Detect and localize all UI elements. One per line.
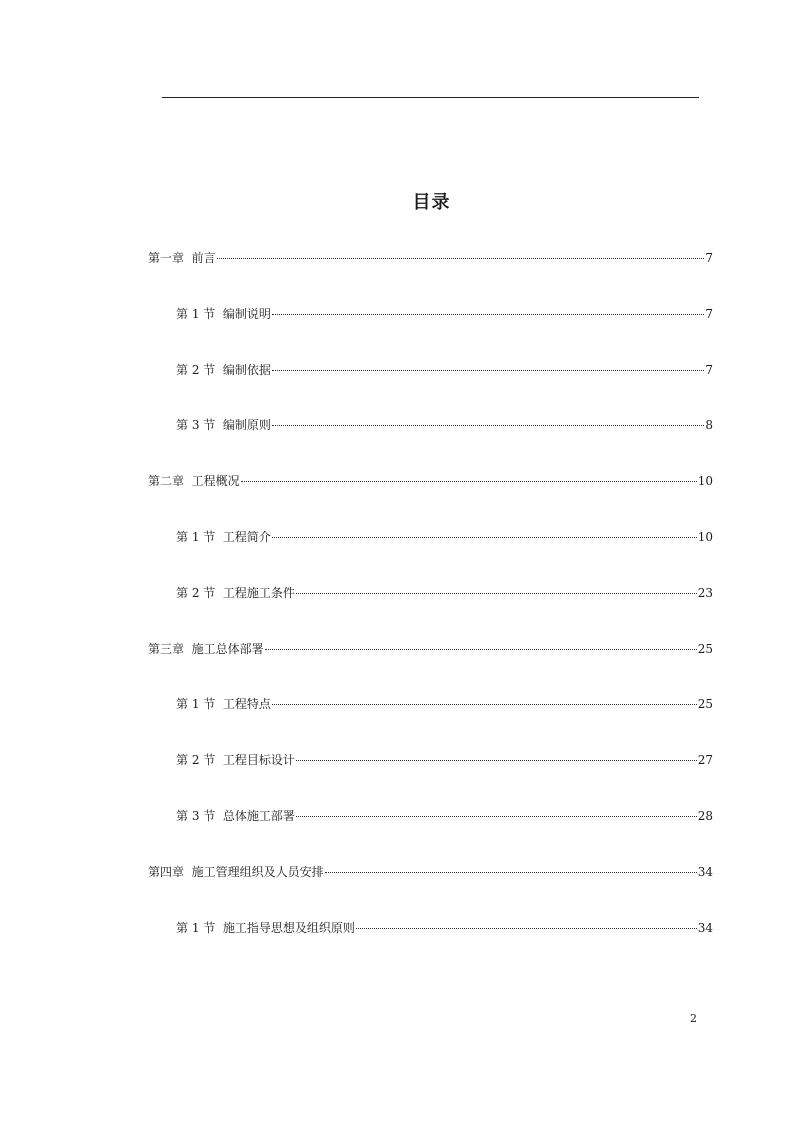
toc-entry-label: 第一章 前言 xyxy=(148,251,216,265)
toc-chapter-entry[interactable] xyxy=(148,473,713,489)
toc-dot-leader xyxy=(272,421,704,426)
toc-dot-leader xyxy=(272,366,704,371)
toc-entry-page: 25 xyxy=(697,641,713,656)
toc-section-entry[interactable] xyxy=(176,585,713,601)
toc-entry-label: 第 1 节 编制说明 xyxy=(176,306,271,321)
toc-section-entry[interactable] xyxy=(176,920,713,936)
toc-entry-label: 第 1 节 工程特点 xyxy=(176,697,271,712)
toc-entry-page: 8 xyxy=(705,418,713,433)
toc-entry-label: 第 1 节 施工指导思想及组织原则 xyxy=(176,920,355,935)
toc-entry-page: 34 xyxy=(697,920,713,935)
toc-section-entry[interactable] xyxy=(176,808,713,824)
toc-entry-label: 第二章 工程概况 xyxy=(148,474,240,489)
toc-entry-label: 第 2 节 工程施工条件 xyxy=(176,585,295,600)
toc-entry-page: 10 xyxy=(697,474,713,489)
toc-entry-page: 25 xyxy=(697,697,713,712)
toc-section-entry[interactable] xyxy=(176,752,713,768)
toc-dot-leader xyxy=(296,756,697,761)
toc-section-entry[interactable] xyxy=(176,362,713,378)
toc-dot-leader xyxy=(265,645,697,650)
toc-entry-page: 34 xyxy=(697,864,713,879)
toc-entry-page: 7 xyxy=(705,251,713,265)
toc-entry-label: 第 3 节 编制原则 xyxy=(176,418,271,433)
toc-dot-leader xyxy=(241,477,697,482)
toc-entry-label: 第三章 施工总体部署 xyxy=(148,641,264,656)
toc-entry-label: 第 3 节 总体施工部署 xyxy=(176,809,295,823)
toc-section-entry[interactable] xyxy=(176,417,713,433)
toc-dot-leader xyxy=(217,254,705,259)
toc-entry-label: 第 1 节 工程简介 xyxy=(176,530,271,544)
toc-entry-page: 28 xyxy=(697,809,713,823)
toc-entry-label: 第四章 施工管理组织及人员安排 xyxy=(148,864,324,879)
toc-chapter-entry[interactable] xyxy=(148,864,713,880)
toc-dot-leader xyxy=(296,589,697,594)
toc-entry-page: 10 xyxy=(697,530,713,544)
toc-chapter-entry[interactable] xyxy=(148,250,713,266)
toc-entry-page: 23 xyxy=(697,585,713,600)
toc-dot-leader xyxy=(325,868,697,873)
toc-dot-leader xyxy=(272,700,697,705)
toc-entry-label: 第 2 节 编制依据 xyxy=(176,362,271,377)
toc-section-entry[interactable] xyxy=(176,529,713,545)
toc-dot-leader xyxy=(356,924,697,929)
header-rule xyxy=(162,97,699,98)
toc-chapter-entry[interactable] xyxy=(148,641,713,657)
toc-dot-leader xyxy=(296,812,697,817)
toc-dot-leader xyxy=(272,533,697,538)
toc-dot-leader xyxy=(272,310,704,315)
toc-entry-page: 7 xyxy=(705,362,713,377)
toc-entry-page: 7 xyxy=(705,306,713,321)
page-number: 2 xyxy=(690,1012,697,1025)
toc-entry-page: 27 xyxy=(697,753,713,768)
toc-section-entry[interactable] xyxy=(176,696,713,712)
toc-entry-label: 第 2 节 工程目标设计 xyxy=(176,753,295,768)
toc-title: 目录 xyxy=(412,192,451,213)
toc-section-entry[interactable] xyxy=(176,306,713,322)
